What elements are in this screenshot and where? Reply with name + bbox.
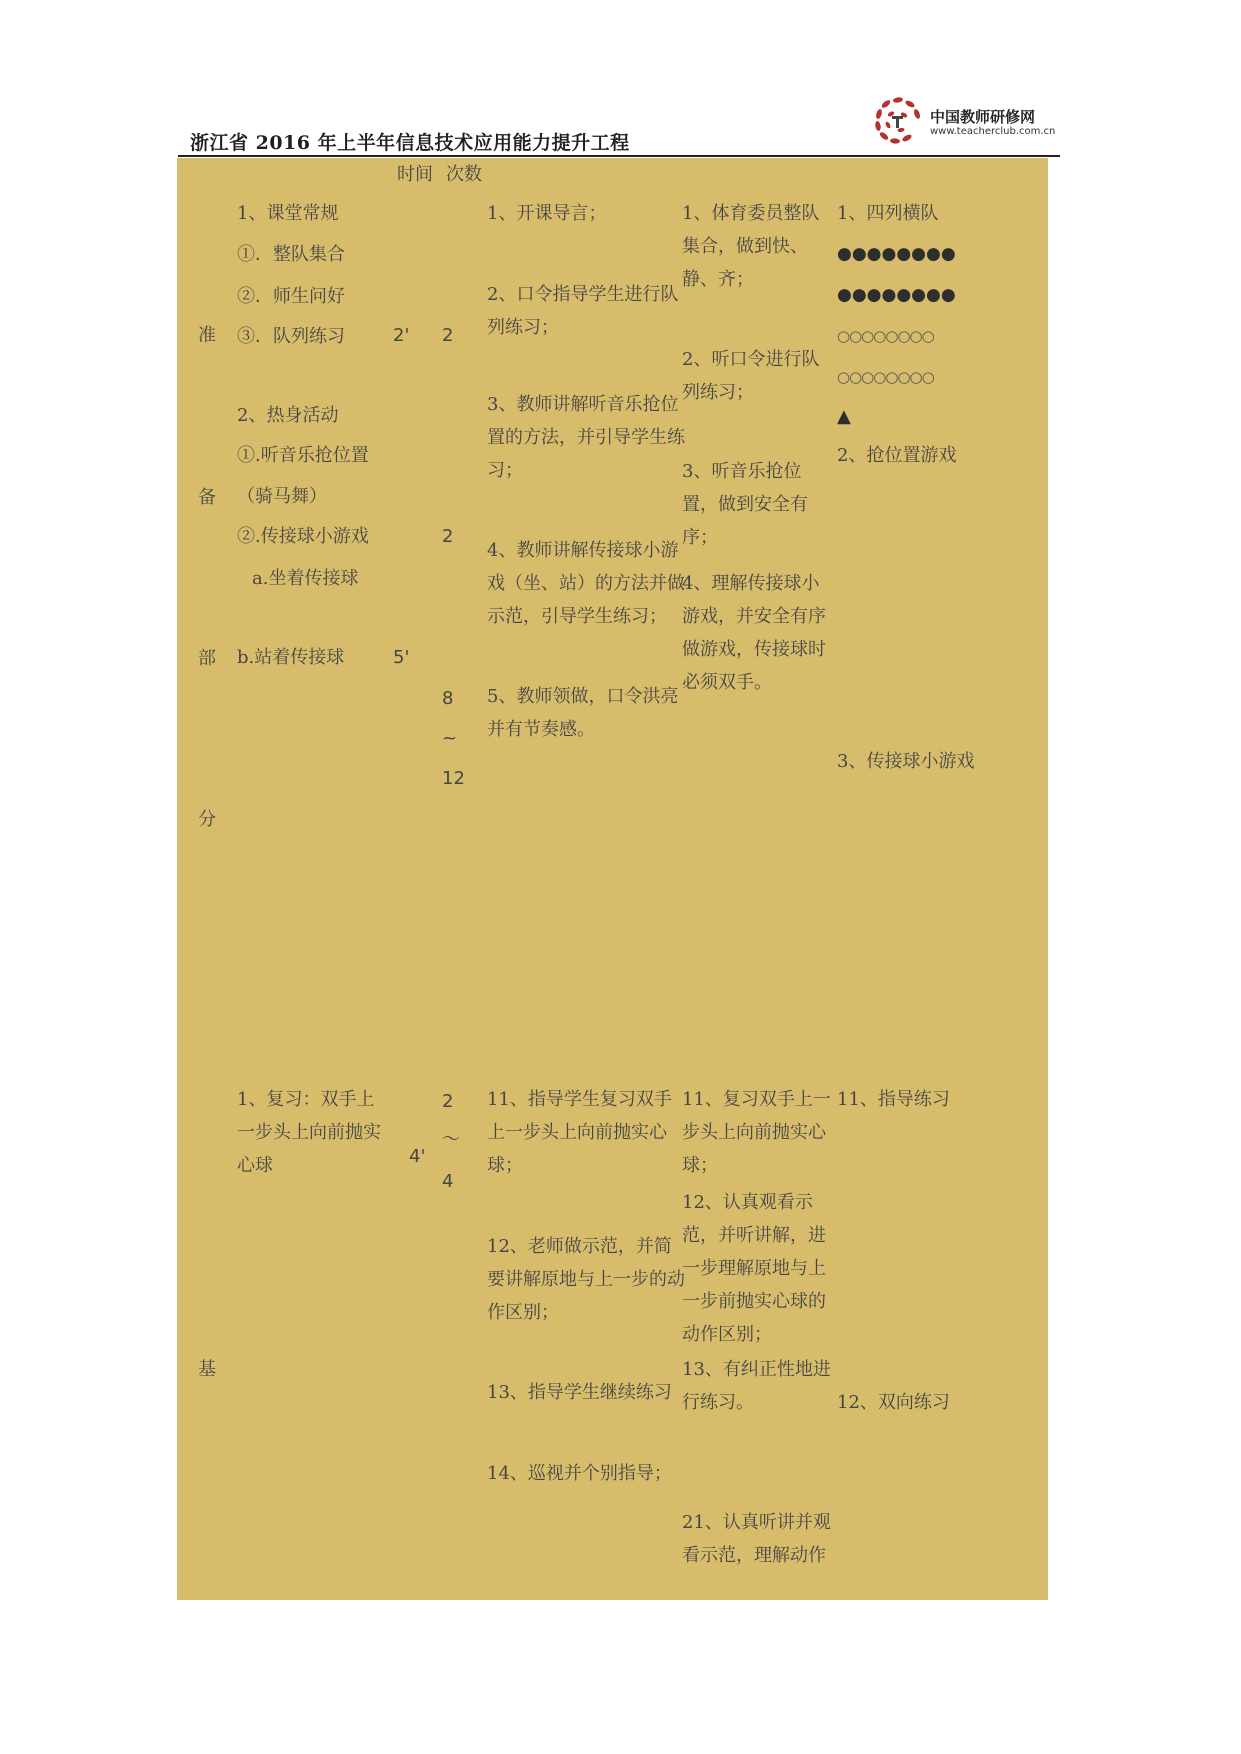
teacherclub-logo bbox=[868, 92, 1058, 148]
content-item: ③．队列练习 bbox=[237, 326, 345, 347]
section-label: 准 bbox=[198, 325, 216, 346]
content-item: a.坐着传接球 bbox=[252, 568, 359, 589]
logo-name: 中国教师研修网 bbox=[930, 108, 1036, 126]
student-activity: 2、听口令进行队列练习； bbox=[682, 349, 820, 403]
count-value: 2 bbox=[442, 526, 454, 547]
teacher-activity: 4、教师讲解传接球小游戏（坐、站）的方法并做示范，引导学生练习； bbox=[487, 540, 685, 627]
content-item: 2、热身活动 bbox=[237, 405, 339, 426]
teacher-activity: 5、教师领做，口令洪亮并有节奏感。 bbox=[487, 686, 679, 740]
org-item: 12、双向练习 bbox=[837, 1392, 950, 1413]
count-value: ~ bbox=[442, 728, 458, 749]
student-activity: 3、听音乐抢位置，做到安全有序； bbox=[682, 461, 808, 548]
content-item: ②．师生问好 bbox=[237, 286, 345, 307]
teacher-activity: 1、开课导言； bbox=[487, 203, 607, 224]
student-activity: 21、认真听讲并观看示范，理解动作 bbox=[682, 1512, 831, 1566]
org-item: 1、四列横队 bbox=[837, 203, 939, 224]
time-value: 2' bbox=[393, 325, 410, 346]
col-header-count: 次数 bbox=[446, 164, 482, 185]
col-header-time: 时间 bbox=[397, 164, 433, 185]
count-value: 8 bbox=[442, 688, 454, 709]
content-item: b.站着传接球 bbox=[237, 647, 345, 668]
student-formation-row: ○○○○○○○○ bbox=[837, 368, 934, 386]
student-activity: 4、理解传接球小游戏，并安全有序做游戏，传接球时必须双手。 bbox=[682, 573, 826, 693]
org-item: 3、传接球小游戏 bbox=[837, 751, 975, 772]
count-value: 2 bbox=[442, 325, 454, 346]
content-item: （骑马舞） bbox=[237, 486, 327, 507]
content-item: ①．整队集合 bbox=[237, 244, 345, 265]
teacher-activity: 3、教师讲解听音乐抢位置的方法，并引导学生练习； bbox=[487, 394, 685, 481]
teacher-activity: 14、巡视并个别指导； bbox=[487, 1463, 672, 1484]
student-activity: 1、体育委员整队集合，做到快、静、齐； bbox=[682, 203, 820, 290]
section-label: 备 bbox=[198, 487, 216, 508]
teacher-activity: 2、口令指导学生进行队列练习； bbox=[487, 284, 679, 338]
logo-flower-icon bbox=[868, 92, 928, 148]
header-rule bbox=[178, 155, 1060, 157]
section-label: 分 bbox=[198, 809, 216, 830]
count-value: ～ bbox=[442, 1129, 460, 1150]
count-value: 4 bbox=[442, 1171, 454, 1192]
student-formation-row: ○○○○○○○○ bbox=[837, 327, 934, 345]
teacher-activity: 13、指导学生继续练习 bbox=[487, 1382, 672, 1403]
section-label: 基 bbox=[198, 1359, 216, 1380]
count-value: 2 bbox=[442, 1091, 454, 1112]
student-activity: 12、认真观看示范，并听讲解，进一步理解原地与上一步前抛实心球的动作区别； bbox=[682, 1192, 826, 1345]
teacher-activity: 12、老师做示范，并简要讲解原地与上一步的动作区别； bbox=[487, 1236, 685, 1323]
count-value: 12 bbox=[442, 768, 465, 789]
student-formation-row: ●●●●●●●● bbox=[837, 244, 956, 264]
time-value: 5' bbox=[393, 647, 410, 668]
student-formation-row: ●●●●●●●● bbox=[837, 285, 956, 305]
content-item: ②.传接球小游戏 bbox=[237, 526, 369, 547]
section-label: 部 bbox=[198, 648, 216, 669]
org-item: 2、抢位置游戏 bbox=[837, 445, 957, 466]
logo-url: www.teachercl‌ub.com.cn bbox=[930, 126, 1056, 137]
org-item: 11、指导练习 bbox=[837, 1089, 950, 1110]
teacher-position-marker: ▲ bbox=[837, 406, 851, 427]
teacher-activity: 11、指导学生复习双手上一步头上向前抛实心球； bbox=[487, 1089, 672, 1176]
student-activity: 11、复习双手上一步头上向前抛实心球； bbox=[682, 1089, 831, 1176]
content-item: 1、课堂常规 bbox=[237, 203, 339, 224]
content-item: ①.听音乐抢位置 bbox=[237, 445, 369, 466]
document-header-title: 浙江省 2016 年上半年信息技术应用能力提升工程 bbox=[190, 132, 630, 154]
content-item: 1、复习：双手上一步头上向前抛实心球 bbox=[237, 1089, 381, 1176]
student-activity: 13、有纠正性地进行练习。 bbox=[682, 1359, 831, 1413]
time-value: 4' bbox=[409, 1146, 426, 1167]
